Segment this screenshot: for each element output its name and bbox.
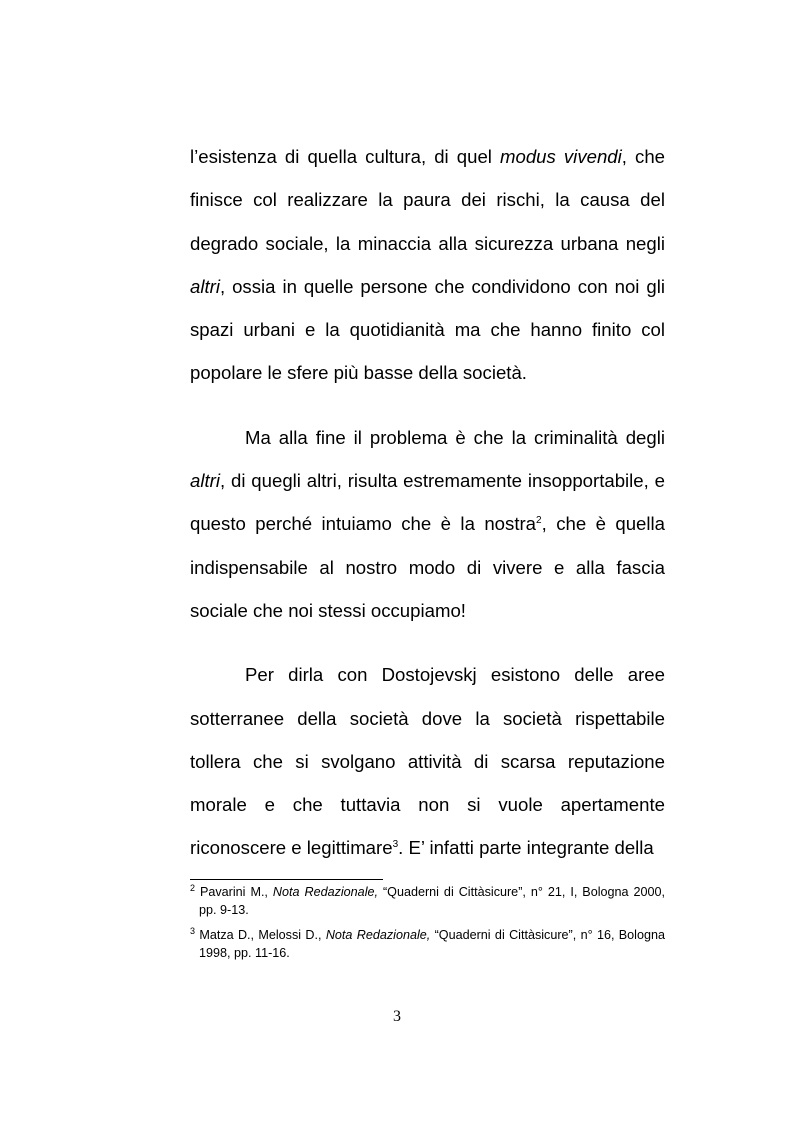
paragraph-2-text-1: Ma alla fine il problema è che la criminalità degli: [245, 426, 665, 448]
footnote-2-text-1: Pavarini M.,: [195, 885, 273, 899]
footnote-2: [190, 883, 665, 919]
footnote-2-italic: Nota Redazionale,: [272, 885, 378, 899]
paragraph-1-text-1: l’esistenza di quella cultura, di quel: [190, 146, 500, 167]
footnotes: [190, 883, 665, 962]
paragraph-2-italic-altri: altri: [190, 470, 220, 492]
paragraph-2-text-3: , che è quella indispensabile al nostro modo di vivere e alla fascia sociale che noi stessi occupiamo!: [190, 513, 665, 621]
footnote-ref-2[interactable]: 2: [536, 515, 542, 527]
paragraph-1: [190, 135, 665, 395]
paragraph-1-text-3: , ossia in quelle persone che condividono con noi gli spazi urbani e la quotidianità ma che hanno finito col popolare le sfere più basse della società.: [190, 275, 665, 384]
footnote-2-text-2: “Quaderni di Cittàsicure”, n° 21, I, Bologna 2000, pp. 9-13.: [199, 885, 665, 917]
paragraph-2-text-2: , di quegli altri, risulta estremamente insopportabile, e questo perché intuiamo che è la nostra: [190, 470, 665, 535]
footnote-3-text-1: Matza D., Melossi D.,: [195, 928, 326, 942]
footnote-ref-3[interactable]: 3: [392, 839, 399, 851]
body-text: [190, 135, 665, 870]
footnote-3-italic: Nota Redazionale,: [325, 928, 431, 942]
paragraph-1-text-2: , che finisce col realizzare la paura dei rischi, la causa del degrado sociale, la minaccia alla sicurezza urbana negli: [190, 146, 666, 254]
paragraph-3-text-1: Per dirla con Dostojevskj esistono delle aree sotterranee della società dove la società rispettabile tollera che si svolgano attività di scarsa reputazione morale e che tuttavia non si vuole apertamente riconoscere e legittimare: [190, 664, 665, 859]
paragraph-2: [190, 416, 665, 632]
footnote-separator: [190, 879, 383, 880]
paragraph-3: [190, 653, 665, 869]
footnote-3-marker: 3: [190, 926, 196, 936]
paragraph-3-text-2: . E’ infatti parte integrante della: [398, 837, 654, 859]
footnote-3-text-2: “Quaderni di Cittàsicure”, n° 16, Bologna 1998, pp. 11-16.: [199, 928, 665, 960]
paragraph-1-italic-modus-vivendi: modus vivendi: [500, 146, 622, 167]
paragraph-1-italic-altri: altri: [190, 275, 220, 297]
footnote-2-marker: 2: [190, 883, 196, 893]
page-number: 3: [393, 1008, 401, 1025]
footnote-3: [190, 926, 665, 962]
